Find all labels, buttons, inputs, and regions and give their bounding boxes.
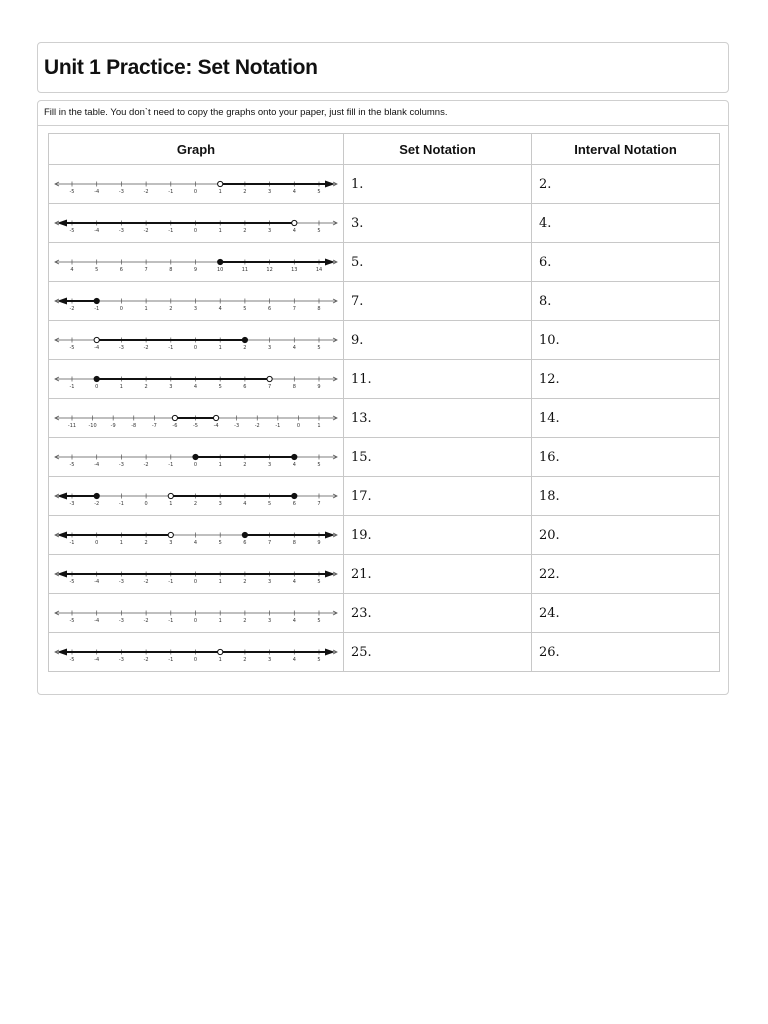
tick-label: -1 [168, 462, 174, 468]
tick-label: 9 [317, 540, 321, 546]
tick-label: 7 [144, 267, 148, 273]
tick-label: -3 [118, 345, 124, 351]
tick-label: -2 [94, 501, 100, 507]
table-row [49, 399, 720, 438]
tick-label: 6 [243, 384, 247, 390]
graph-cell [49, 438, 344, 477]
tick-label: -4 [94, 462, 100, 468]
tick-label: 1 [218, 579, 222, 585]
tick-label: -4 [213, 423, 219, 429]
tick-label: 2 [169, 306, 173, 312]
graph-cell [49, 282, 344, 321]
tick-label: 5 [317, 345, 321, 351]
graph-cell [49, 633, 344, 672]
ray-arrowhead-right [325, 649, 335, 656]
tick-label: 2 [243, 618, 247, 624]
tick-label: 5 [268, 501, 272, 507]
open-endpoint [168, 493, 173, 498]
tick-label: 1 [169, 501, 173, 507]
tick-label: 1 [119, 384, 123, 390]
table-row [49, 594, 720, 633]
ray-arrowhead-left [57, 493, 67, 500]
number-line-graph [49, 282, 343, 320]
interval-notation-cell[interactable]: 14. [532, 399, 720, 438]
tick-label: 2 [243, 189, 247, 195]
number-line-graph [49, 477, 343, 515]
open-endpoint [267, 376, 272, 381]
tick-label: 0 [193, 345, 198, 351]
table-row [49, 204, 720, 243]
tick-label: -3 [118, 228, 124, 234]
tick-label: 9 [193, 267, 198, 273]
tick-label: -2 [143, 618, 149, 624]
table-row [49, 438, 720, 477]
table-row [49, 243, 720, 282]
tick-label: 2 [193, 501, 198, 507]
tick-label: 0 [144, 501, 148, 507]
interval-notation-cell[interactable]: 18. [532, 477, 720, 516]
set-notation-cell[interactable]: 23. [344, 594, 532, 633]
tick-label: 3 [268, 462, 272, 468]
interval-notation-cell[interactable]: 22. [532, 555, 720, 594]
number-line-graph [49, 321, 343, 359]
tick-label: 5 [218, 540, 222, 546]
tick-label: 0 [193, 228, 198, 234]
table-row [49, 165, 720, 204]
tick-label: 2 [243, 579, 247, 585]
tick-label: 2 [144, 384, 148, 390]
tick-label: -8 [131, 423, 137, 429]
tick-label: -1 [168, 189, 174, 195]
tick-label: 3 [268, 579, 272, 585]
table-row [49, 633, 720, 672]
graph-cell [49, 360, 344, 399]
tick-label: 0 [193, 657, 198, 663]
set-notation-cell[interactable]: 11. [344, 360, 532, 399]
tick-label: -4 [94, 618, 100, 624]
tick-label: 1 [218, 228, 222, 234]
tick-label: -3 [118, 462, 124, 468]
open-endpoint [213, 415, 218, 420]
tick-label: -5 [193, 423, 198, 429]
tick-label: 0 [193, 618, 198, 624]
set-notation-cell[interactable]: 21. [344, 555, 532, 594]
tick-label: 6 [119, 267, 123, 273]
number-line-graph [49, 360, 343, 398]
set-notation-cell[interactable]: 5. [344, 243, 532, 282]
tick-label: 0 [95, 384, 99, 390]
title-card [37, 42, 729, 93]
closed-endpoint [218, 259, 223, 264]
tick-label: -3 [69, 501, 75, 507]
tick-label: -1 [118, 501, 124, 507]
graph-cell [49, 399, 344, 438]
tick-label: 6 [243, 540, 247, 546]
tick-label: -5 [69, 618, 75, 624]
tick-label: 5 [317, 579, 321, 585]
set-notation-cell[interactable]: 17. [344, 477, 532, 516]
set-notation-cell[interactable]: 9. [344, 321, 532, 360]
tick-label: 5 [243, 306, 247, 312]
tick-label: -4 [94, 657, 100, 663]
tick-label: -4 [94, 189, 100, 195]
closed-endpoint [94, 376, 99, 381]
tick-label: -1 [168, 579, 174, 585]
tick-label: -3 [234, 423, 240, 429]
tick-label: 5 [317, 462, 321, 468]
tick-label: 4 [218, 306, 222, 312]
number-line-graph [49, 633, 343, 671]
tick-label: 2 [243, 657, 247, 663]
tick-label: -7 [151, 423, 157, 429]
tick-label: 7 [317, 501, 321, 507]
tick-label: 3 [218, 501, 222, 507]
tick-label: 4 [292, 189, 296, 195]
tick-label: -4 [94, 228, 100, 234]
number-line-graph [49, 399, 343, 437]
tick-label: -1 [168, 228, 174, 234]
tick-label: 1 [218, 345, 222, 351]
tick-label: 5 [317, 189, 321, 195]
instructions-divider [38, 125, 728, 126]
header-set-notation: Set Notation [344, 134, 532, 165]
ray-arrowhead-left [57, 220, 67, 227]
tick-label: -2 [254, 423, 260, 429]
set-notation-cell[interactable]: 25. [344, 633, 532, 672]
closed-endpoint [242, 337, 247, 342]
tick-label: -2 [143, 228, 149, 234]
tick-label: -1 [168, 618, 174, 624]
ray-arrowhead-right [325, 181, 335, 188]
tick-label: -3 [118, 657, 124, 663]
tick-label: 7 [268, 540, 272, 546]
tick-label: 4 [243, 501, 247, 507]
table-row [49, 477, 720, 516]
tick-label: 8 [292, 384, 296, 390]
tick-label: -2 [143, 189, 149, 195]
tick-label: -4 [94, 579, 100, 585]
tick-label: -3 [118, 618, 124, 624]
interval-notation-cell[interactable]: 6. [532, 243, 720, 282]
table-header-row [49, 134, 720, 165]
interval-notation-cell[interactable]: 20. [532, 516, 720, 555]
ray-arrowhead-left [57, 649, 67, 656]
tick-label: -1 [69, 540, 75, 546]
tick-label: 1 [218, 618, 222, 624]
tick-label: -1 [168, 345, 174, 351]
closed-endpoint [242, 532, 247, 537]
tick-label: 6 [292, 501, 296, 507]
number-line-graph [49, 555, 343, 593]
tick-label: -11 [67, 423, 77, 429]
tick-label: 9 [317, 384, 321, 390]
tick-label: -1 [168, 657, 174, 663]
tick-label: 3 [193, 306, 198, 312]
set-notation-cell[interactable]: 13. [344, 399, 532, 438]
tick-label: 3 [268, 618, 272, 624]
graph-cell [49, 555, 344, 594]
number-line-graph [49, 204, 343, 242]
tick-label: 1 [218, 462, 222, 468]
tick-label: 5 [317, 657, 321, 663]
ray-arrowhead-left [57, 571, 67, 578]
practice-table [48, 133, 720, 672]
tick-label: 5 [317, 618, 321, 624]
tick-label: -5 [69, 462, 75, 468]
tick-label: -5 [69, 345, 75, 351]
tick-label: 4 [292, 228, 296, 234]
tick-label: -5 [69, 657, 75, 663]
set-notation-cell[interactable]: 1. [344, 165, 532, 204]
tick-label: 1 [144, 306, 148, 312]
tick-label: 4 [292, 657, 296, 663]
graph-cell [49, 165, 344, 204]
table-body [49, 165, 720, 672]
instructions-text: Fill in the table. You don`t need to copy the graphs onto your paper, just fill in the blank columns. [44, 107, 448, 118]
tick-label: 4 [70, 267, 74, 273]
tick-label: 0 [296, 423, 301, 429]
number-line-graph [49, 438, 343, 476]
tick-label: -1 [94, 306, 100, 312]
graph-cell [49, 204, 344, 243]
table-row [49, 321, 720, 360]
tick-label: 1 [119, 540, 123, 546]
open-endpoint [172, 415, 177, 420]
open-endpoint [94, 337, 99, 342]
tick-label: 4 [193, 384, 198, 390]
tick-label: 1 [218, 657, 222, 663]
graph-cell [49, 516, 344, 555]
tick-label: 0 [95, 540, 99, 546]
tick-label: -1 [69, 384, 75, 390]
tick-label: 8 [169, 267, 173, 273]
tick-label: 7 [268, 384, 272, 390]
tick-label: 5 [317, 228, 321, 234]
tick-label: 3 [268, 657, 272, 663]
tick-label: 3 [268, 345, 272, 351]
open-endpoint [168, 532, 173, 537]
tick-label: -4 [94, 345, 100, 351]
graph-cell [49, 594, 344, 633]
graph-cell [49, 321, 344, 360]
interval-notation-cell[interactable]: 12. [532, 360, 720, 399]
tick-label: 0 [119, 306, 123, 312]
closed-endpoint [94, 298, 99, 303]
interval-notation-cell[interactable]: 26. [532, 633, 720, 672]
tick-label: 11 [241, 267, 249, 273]
tick-label: 4 [292, 579, 296, 585]
tick-label: 3 [268, 189, 272, 195]
tick-label: 8 [317, 306, 321, 312]
tick-label: 5 [95, 267, 99, 273]
tick-label: 10 [217, 267, 224, 273]
tick-label: 3 [169, 540, 173, 546]
tick-label: 6 [268, 306, 272, 312]
tick-label: -1 [275, 423, 281, 429]
tick-label: 2 [243, 345, 247, 351]
header-graph: Graph [49, 134, 344, 165]
page-title: Unit 1 Practice: Set Notation [44, 56, 318, 79]
tick-label: 3 [169, 384, 173, 390]
tick-label: 1 [317, 423, 321, 429]
tick-label: 7 [292, 306, 296, 312]
tick-label: -3 [118, 579, 124, 585]
tick-label: -5 [69, 579, 75, 585]
tick-label: 2 [144, 540, 148, 546]
tick-label: 12 [266, 267, 273, 273]
tick-label: -9 [110, 423, 116, 429]
graph-cell [49, 243, 344, 282]
tick-label: 3 [268, 228, 272, 234]
tick-label: 0 [193, 189, 198, 195]
ray-arrowhead-right [325, 532, 335, 539]
tick-label: -2 [69, 306, 75, 312]
number-line-graph [49, 594, 343, 632]
closed-endpoint [292, 454, 297, 459]
tick-label: 14 [315, 267, 323, 273]
tick-label: 0 [193, 579, 198, 585]
tick-label: 4 [292, 618, 296, 624]
set-notation-cell[interactable]: 7. [344, 282, 532, 321]
tick-label: -10 [88, 423, 97, 429]
tick-label: 1 [218, 189, 222, 195]
interval-notation-cell[interactable]: 10. [532, 321, 720, 360]
tick-label: 4 [292, 345, 296, 351]
interval-notation-cell[interactable]: 24. [532, 594, 720, 633]
tick-label: -3 [118, 189, 124, 195]
closed-endpoint [292, 493, 297, 498]
tick-label: 13 [291, 267, 298, 273]
ray-arrowhead-right [325, 571, 335, 578]
ray-arrowhead-left [57, 532, 67, 539]
number-line-graph [49, 165, 343, 203]
tick-label: -5 [69, 189, 75, 195]
tick-label: -2 [143, 657, 149, 663]
graph-cell [49, 477, 344, 516]
table-row [49, 360, 720, 399]
set-notation-cell[interactable]: 15. [344, 438, 532, 477]
tick-label: 2 [243, 462, 247, 468]
tick-label: 4 [193, 540, 198, 546]
interval-notation-cell[interactable]: 2. [532, 165, 720, 204]
number-line-graph [49, 516, 343, 554]
number-line-graph [49, 243, 343, 281]
closed-endpoint [193, 454, 198, 459]
tick-label: -2 [143, 345, 149, 351]
ray-arrowhead-left [57, 298, 67, 305]
tick-label: 8 [292, 540, 296, 546]
open-endpoint [218, 181, 223, 186]
tick-label: -5 [69, 228, 75, 234]
open-endpoint [292, 220, 297, 225]
tick-label: -2 [143, 579, 149, 585]
tick-label: 4 [292, 462, 296, 468]
tick-label: 2 [243, 228, 247, 234]
table-row [49, 282, 720, 321]
tick-label: -6 [172, 423, 178, 429]
header-interval-notation: Interval Notation [532, 134, 720, 165]
closed-endpoint [94, 493, 99, 498]
table-row [49, 555, 720, 594]
ray-arrowhead-right [325, 259, 335, 266]
interval-notation-cell[interactable]: 16. [532, 438, 720, 477]
interval-notation-cell[interactable]: 4. [532, 204, 720, 243]
interval-notation-cell[interactable]: 8. [532, 282, 720, 321]
open-endpoint [218, 649, 223, 654]
tick-label: 5 [218, 384, 222, 390]
table-row [49, 516, 720, 555]
set-notation-cell[interactable]: 19. [344, 516, 532, 555]
tick-label: 0 [193, 462, 198, 468]
set-notation-cell[interactable]: 3. [344, 204, 532, 243]
tick-label: -2 [143, 462, 149, 468]
